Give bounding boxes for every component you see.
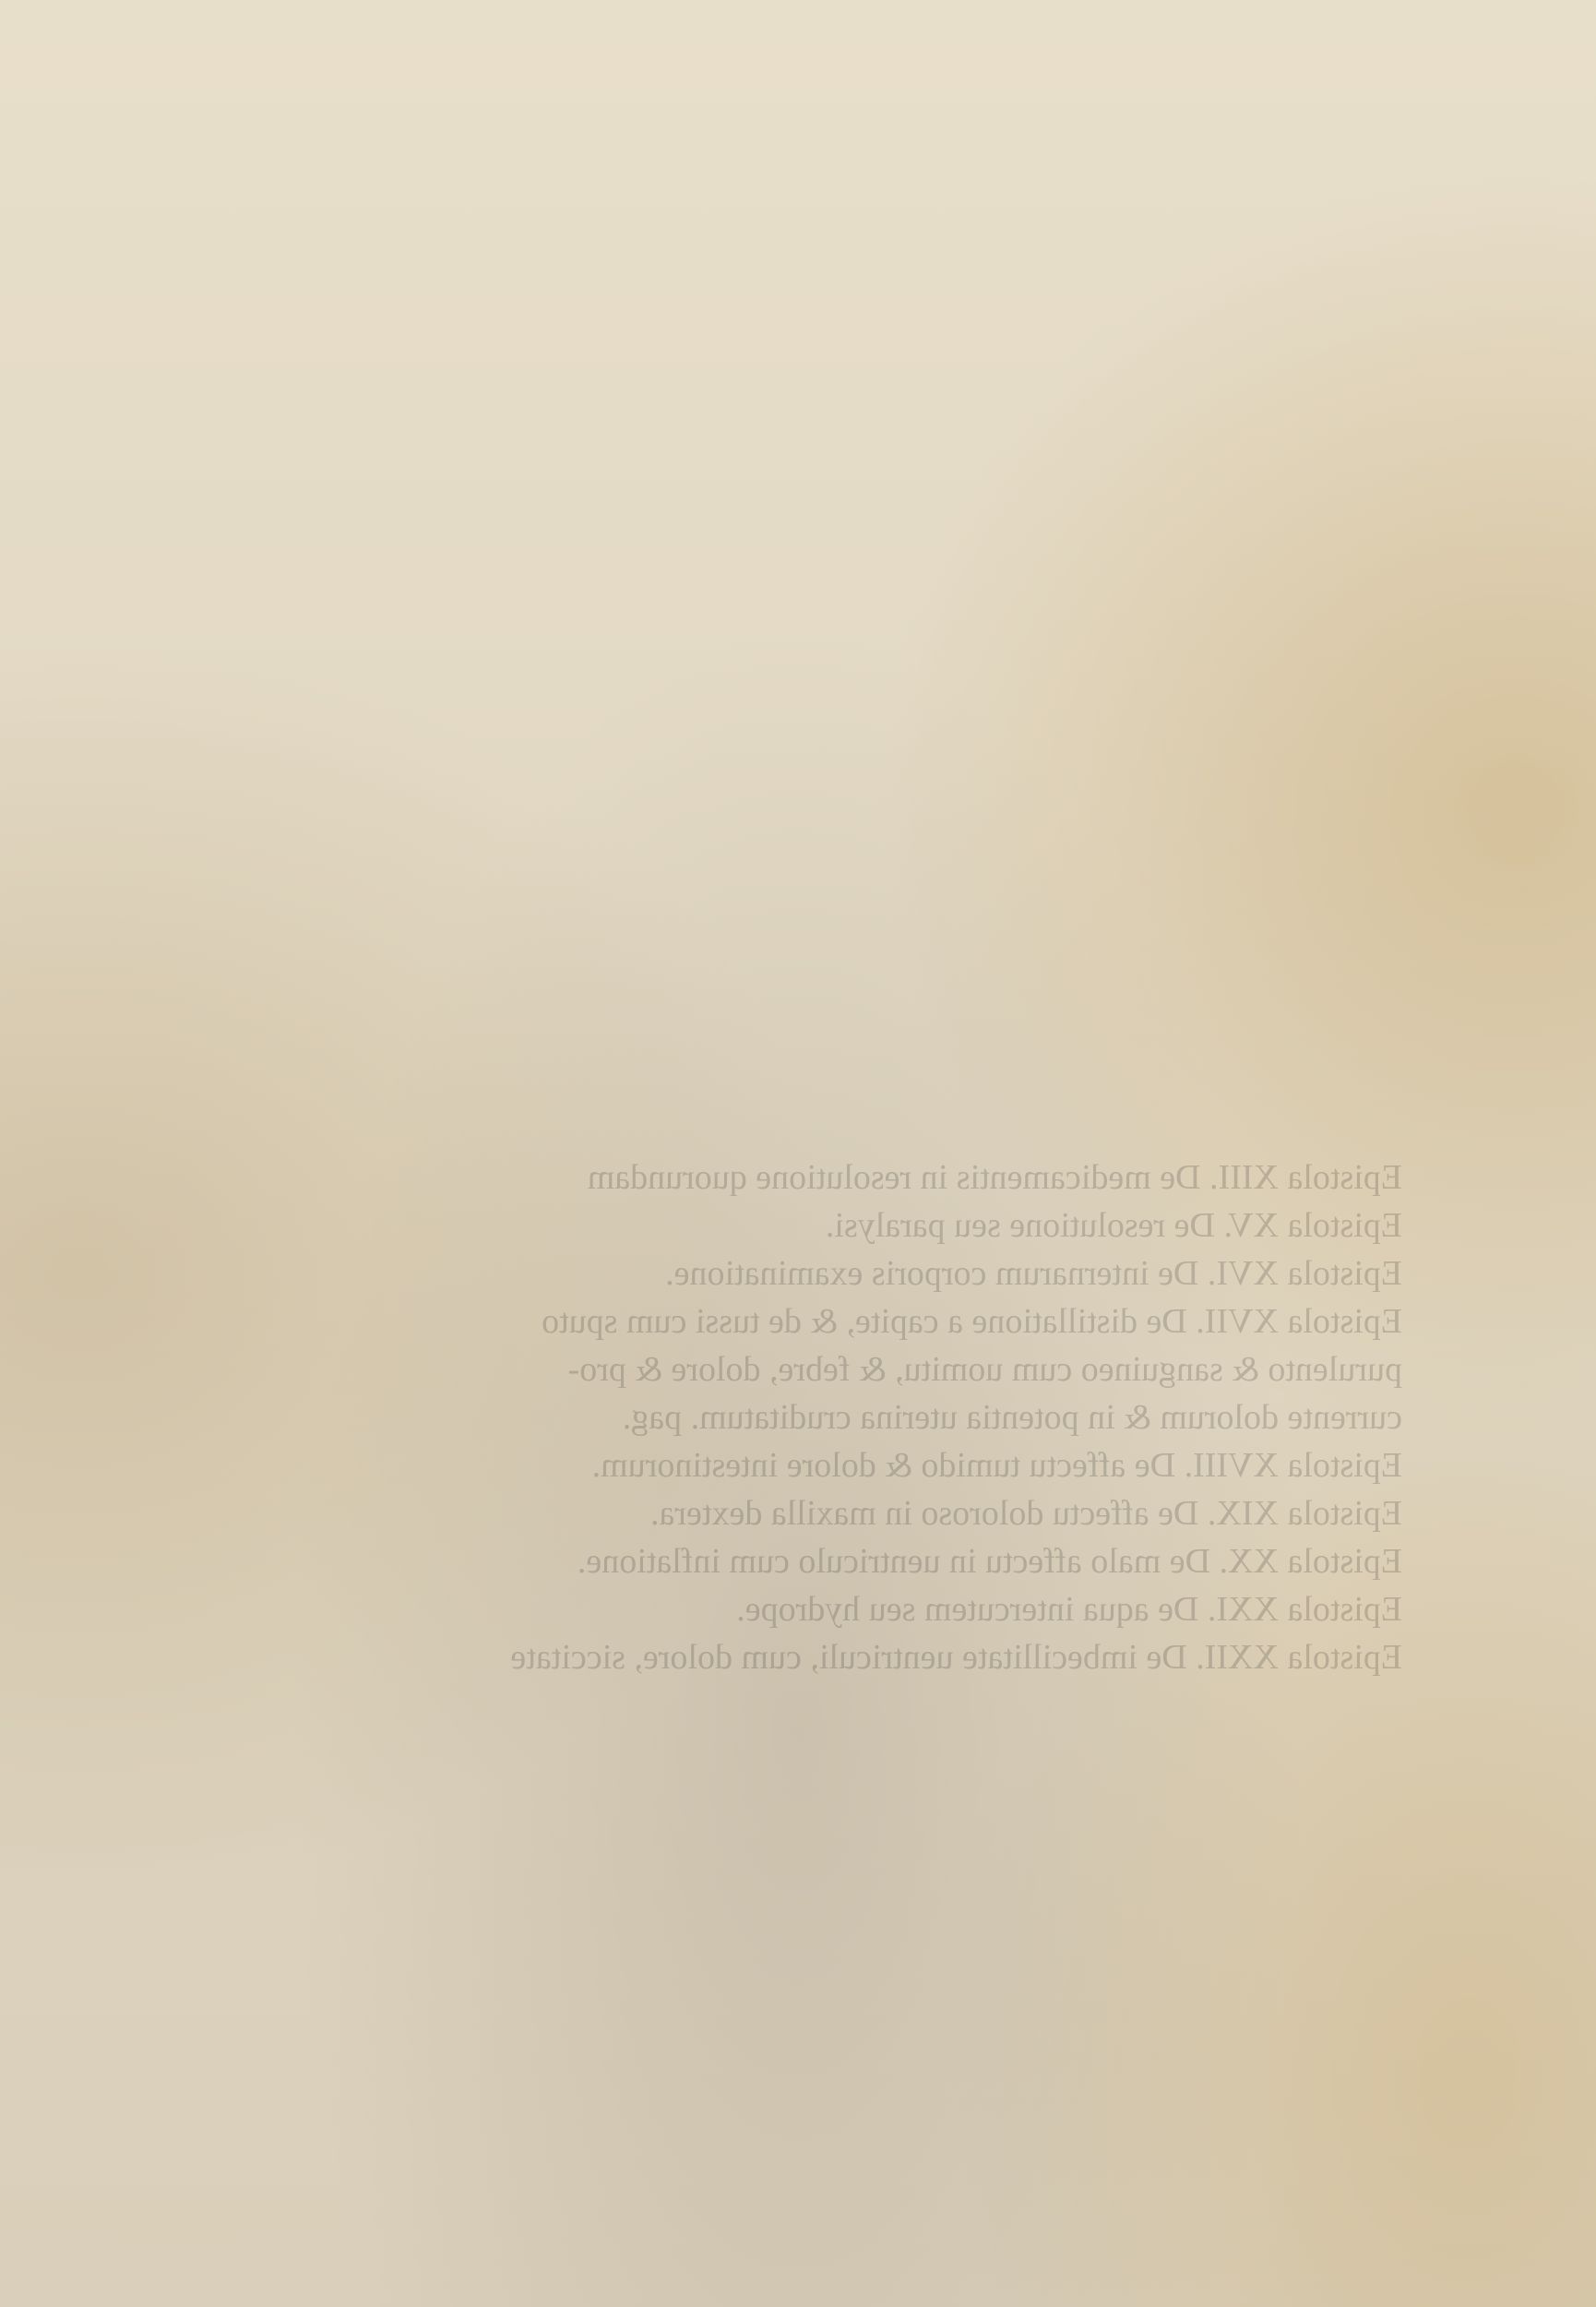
bleed-through-text: Epistola XIII. De medicamentis in resolutione quorundam Epistola XV. De resolutione seu paralysi. Epistola XVI. De internarum corporis examinatione. Epistola XVII. De distillatione a capite, & de tussi cum sputo purulento & sanguineo cum uomitu, & febre, dolore & pro- currente dolorum & in potentia uterina cruditatum. pag. Epistola XVIII. De affectu tumido & dolore intestinorum. Epistola XIX. De affectu doloroso in maxilla dextera. Epistola XX. De malo affectu in uentriculo cum inflatione. Epistola XXI. De aqua intercutem seu hydrope. Epistola XXII. De imbecillitate uentriculi, cum dolore, siccitate xyxy=(510,1158,1402,1677)
